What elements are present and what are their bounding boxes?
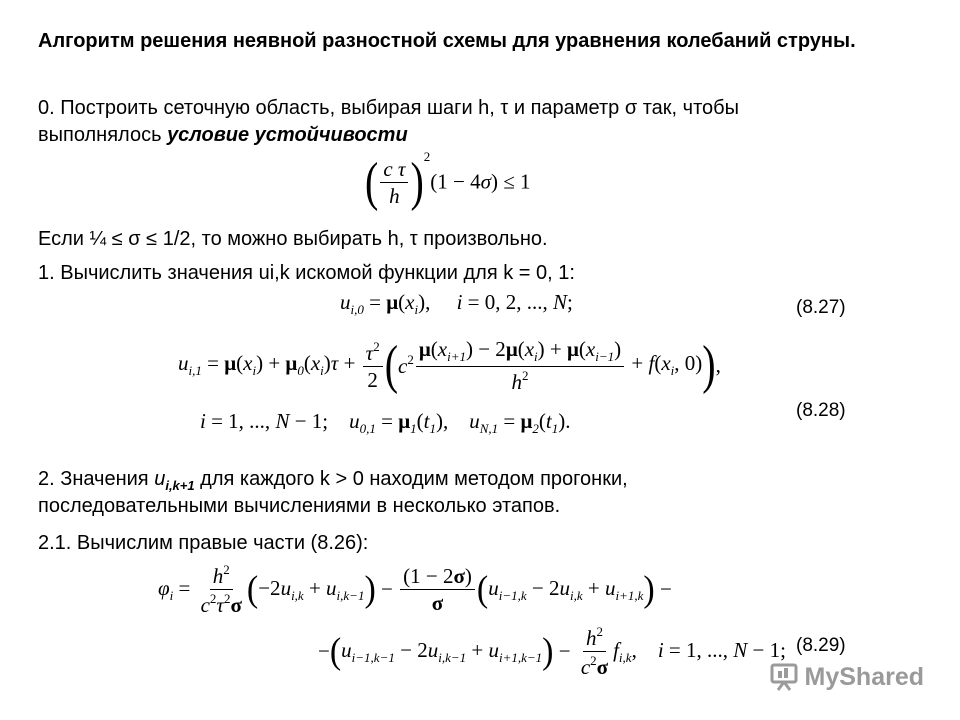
equation-8-28: $u_{i,1} = \mu(x_i) + \mu_0(x_i)\tau$ + $\frac{\tau^2}{2}$ ($c^2$ $\frac{\mu(x_{i+1}) - 2\mu(x_i) + \mu(x_{i-1})}{h^2}$ + $f(x_i$, 0)), [178,334,721,396]
equation-8-28-label: (8.28) [796,400,846,421]
step2-u: u [154,468,166,490]
equation-8-28-boundary: i = 1, ..., N − 1; $u_{0,1} = \mu_1(t_1)$, $u_{N,1} = \mu_2(t_1)$. [200,409,571,436]
step21-text: 2.1. Вычислим правые части (8.26): [38,532,369,554]
title-text: Алгоритм решения неявной разностной схемы для уравнения колебаний струны. [38,30,856,52]
presentation-board-icon [769,662,799,692]
stability-formula: ( $\frac{\text{c τ}}{h}$ )$^2$(1 − 4σ) ≤ 1 [365,149,531,212]
step1-text: 1. Вычислить значения ui,k искомой функции для k = 0, 1: [38,262,575,284]
step2-line2: последовательными вычислениями в несколько этапов. [38,495,561,517]
step2-suffix: для каждого k > 0 находим методом прогонки, [194,468,628,490]
equation-8-29-line2: $-(u_{i-1,k-1} - 2u_{i,k-1} + u_{i+1,k-1})$ − $\frac{h^2}{c^2\sigma}$ $f_{i,k}$, i = 1, ..., N − 1; [318,624,786,680]
condition-text: Если ¼ ≤ σ ≤ 1/2, то можно выбирать h, τ произвольно. [38,228,548,250]
step0-line2-prefix: выполнялось [38,124,168,146]
step0-line1: 0. Построить сеточную область, выбирая шаги h, τ и параметр σ так, чтобы [38,97,739,119]
watermark-text: MyShared [804,662,924,691]
equation-8-27: $u_{i,0} = \mu(x_i)$, i = 0, 2, ..., N; [340,290,573,317]
step2-sub: i,k+1 [165,478,195,493]
equation-8-29-label: (8.29) [796,635,846,656]
step0-line2 [38,122,408,149]
step2-prefix: 2. Значения [38,468,155,490]
equation-8-29-line1: $\varphi_i$ = $\frac{h^2}{c^2\tau^2\sigma}$ $(-2u_{i,k} + u_{i,k-1})$ − $\frac{(1 - 2\sigma)}{\sigma}$ $(u_{i-1,k} - 2u_{i,k} + u_{i+1,k})$ − [158,562,672,618]
watermark [769,662,924,692]
stability-condition-label: условие устойчивости [167,124,408,146]
equation-8-27-label: (8.27) [796,297,846,318]
slide-title [38,28,928,55]
